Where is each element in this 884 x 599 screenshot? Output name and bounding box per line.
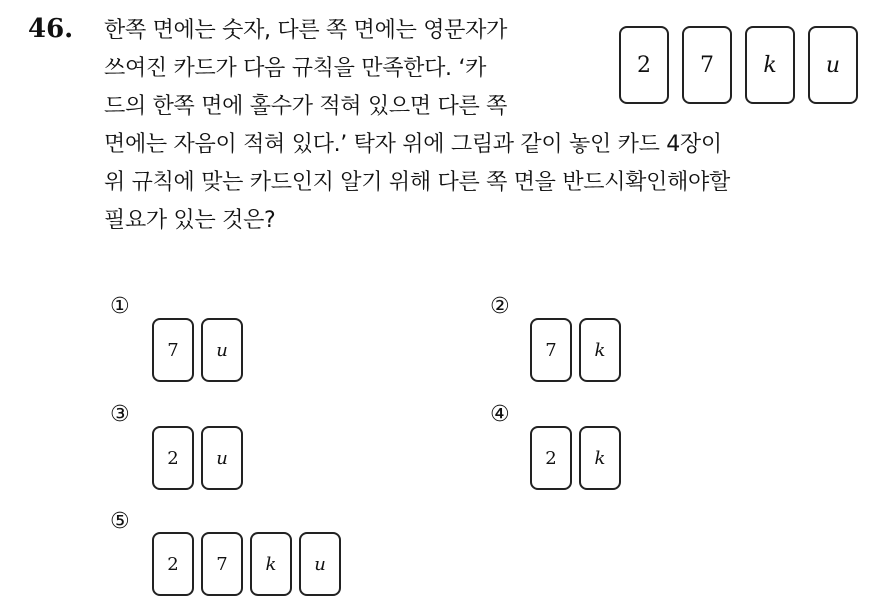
question-line: 면에는 자음이 적혀 있다.’ 탁자 위에 그림과 같이 놓인 카드 4장이: [104, 132, 722, 157]
question-line: 필요가 있는 것은?: [104, 208, 276, 233]
option-card: 7: [152, 318, 194, 382]
option-label: ⑤: [110, 509, 130, 534]
table-card: k: [745, 26, 795, 104]
option-card: u: [201, 318, 243, 382]
question-line: 위 규칙에 맞는 카드인지 알기 위해 다른 쪽 면을 반드시확인해야할: [104, 170, 730, 195]
option-label: ①: [110, 294, 130, 319]
option-card: 2: [152, 532, 194, 596]
option-card: u: [299, 532, 341, 596]
question-line: 한쪽 면에는 숫자, 다른 쪽 면에는 영문자가: [104, 18, 508, 43]
option-card: 7: [530, 318, 572, 382]
option-card: k: [579, 318, 621, 382]
option-card: 7: [201, 532, 243, 596]
question-line: 쓰여진 카드가 다음 규칙을 만족한다. ‘카: [104, 56, 487, 81]
table-card: u: [808, 26, 858, 104]
option-card: k: [250, 532, 292, 596]
table-card: 7: [682, 26, 732, 104]
question-number: 46.: [28, 14, 74, 44]
option-card: u: [201, 426, 243, 490]
option-card: k: [579, 426, 621, 490]
table-card: 2: [619, 26, 669, 104]
option-card: 2: [152, 426, 194, 490]
option-card: 2: [530, 426, 572, 490]
question-line: 드의 한쪽 면에 홀수가 적혀 있으면 다른 쪽: [104, 94, 508, 119]
option-label: ④: [490, 402, 510, 427]
option-label: ③: [110, 402, 130, 427]
option-label: ②: [490, 294, 510, 319]
